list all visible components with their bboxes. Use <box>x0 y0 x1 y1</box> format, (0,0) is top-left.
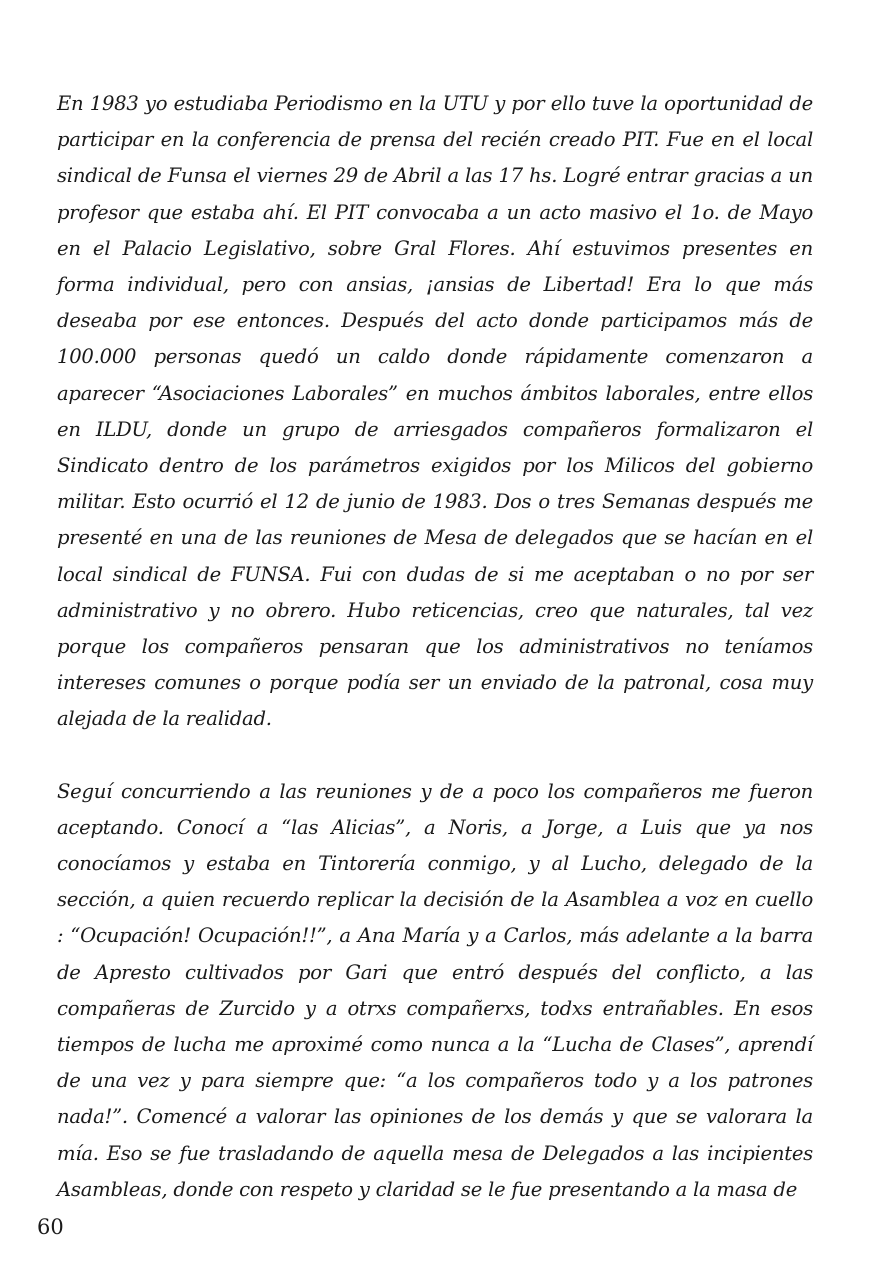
paragraph-2: Seguí concurriendo a las reuniones y de a poco los compañeros me fueron aceptando. Conocí a “las Alicias”, a Noris, a Jorge, a Luis que ya nos conocíamos y estaba en Tintorería conmigo, y al Lucho, delegado de la sección, a quien recuerdo replicar la decisión de la Asamblea a voz en cuello : “Ocupación! Ocupación!!”, a Ana María y a Carlos, más adelante a la barra de Apresto cultivados por Gari que entró después del conflicto, a las compañeras de Zurcido y a otrxs compañerxs, todxs entrañables. En esos tiempos de lucha me aproximé como nunca a la “Lucha de Clases”, aprendí de una vez y para siempre que: “a los compañeros todo y a los patrones nada!”. Comencé a valorar las opiniones de los demás y que se valorara la mía. Eso se fue trasladando de aquella mesa de Delegados a las incipientes Asambleas, donde con respeto y claridad se le fue presentando a la masa de <box>57 779 813 1201</box>
page-number: 60 <box>37 1215 64 1239</box>
page-body <box>57 86 813 1208</box>
paragraph-1: En 1983 yo estudiaba Periodismo en la UTU y por ello tuve la oportunidad de participar en la conferencia de prensa del recién creado PIT. Fue en el local sindical de Funsa el viernes 29 de Abril a las 17 hs. Logré entrar gracias a un profesor que estaba ahí. El PIT convocaba a un acto masivo el 1o. de Mayo en el Palacio Legislativo, sobre Gral Flores. Ahí estuvimos presentes en forma individual, pero con ansias, ¡ansias de Libertad! Era lo que más deseaba por ese entonces. Después del acto donde participamos más de 100.000 personas quedó un caldo donde rápidamente comenzaron a aparecer “Asociaciones Laborales” en muchos ámbitos laborales, entre ellos en ILDU, donde un grupo de arriesgados compañeros formalizaron el Sindicato dentro de los parámetros exigidos por los Milicos del gobierno militar. Esto ocurrió el 12 de junio de 1983. Dos o tres Semanas después me presenté en una de las reuniones de Mesa de delegados que se hacían en el local sindical de FUNSA. Fui con dudas de si me aceptaban o no por ser administrativo y no obrero. Hubo reticencias, creo que naturales, tal vez porque los compañeros pensaran que los administrativos no teníamos intereses comunes o porque podía ser un enviado de la patronal, cosa muy alejada de la realidad. <box>57 92 813 731</box>
